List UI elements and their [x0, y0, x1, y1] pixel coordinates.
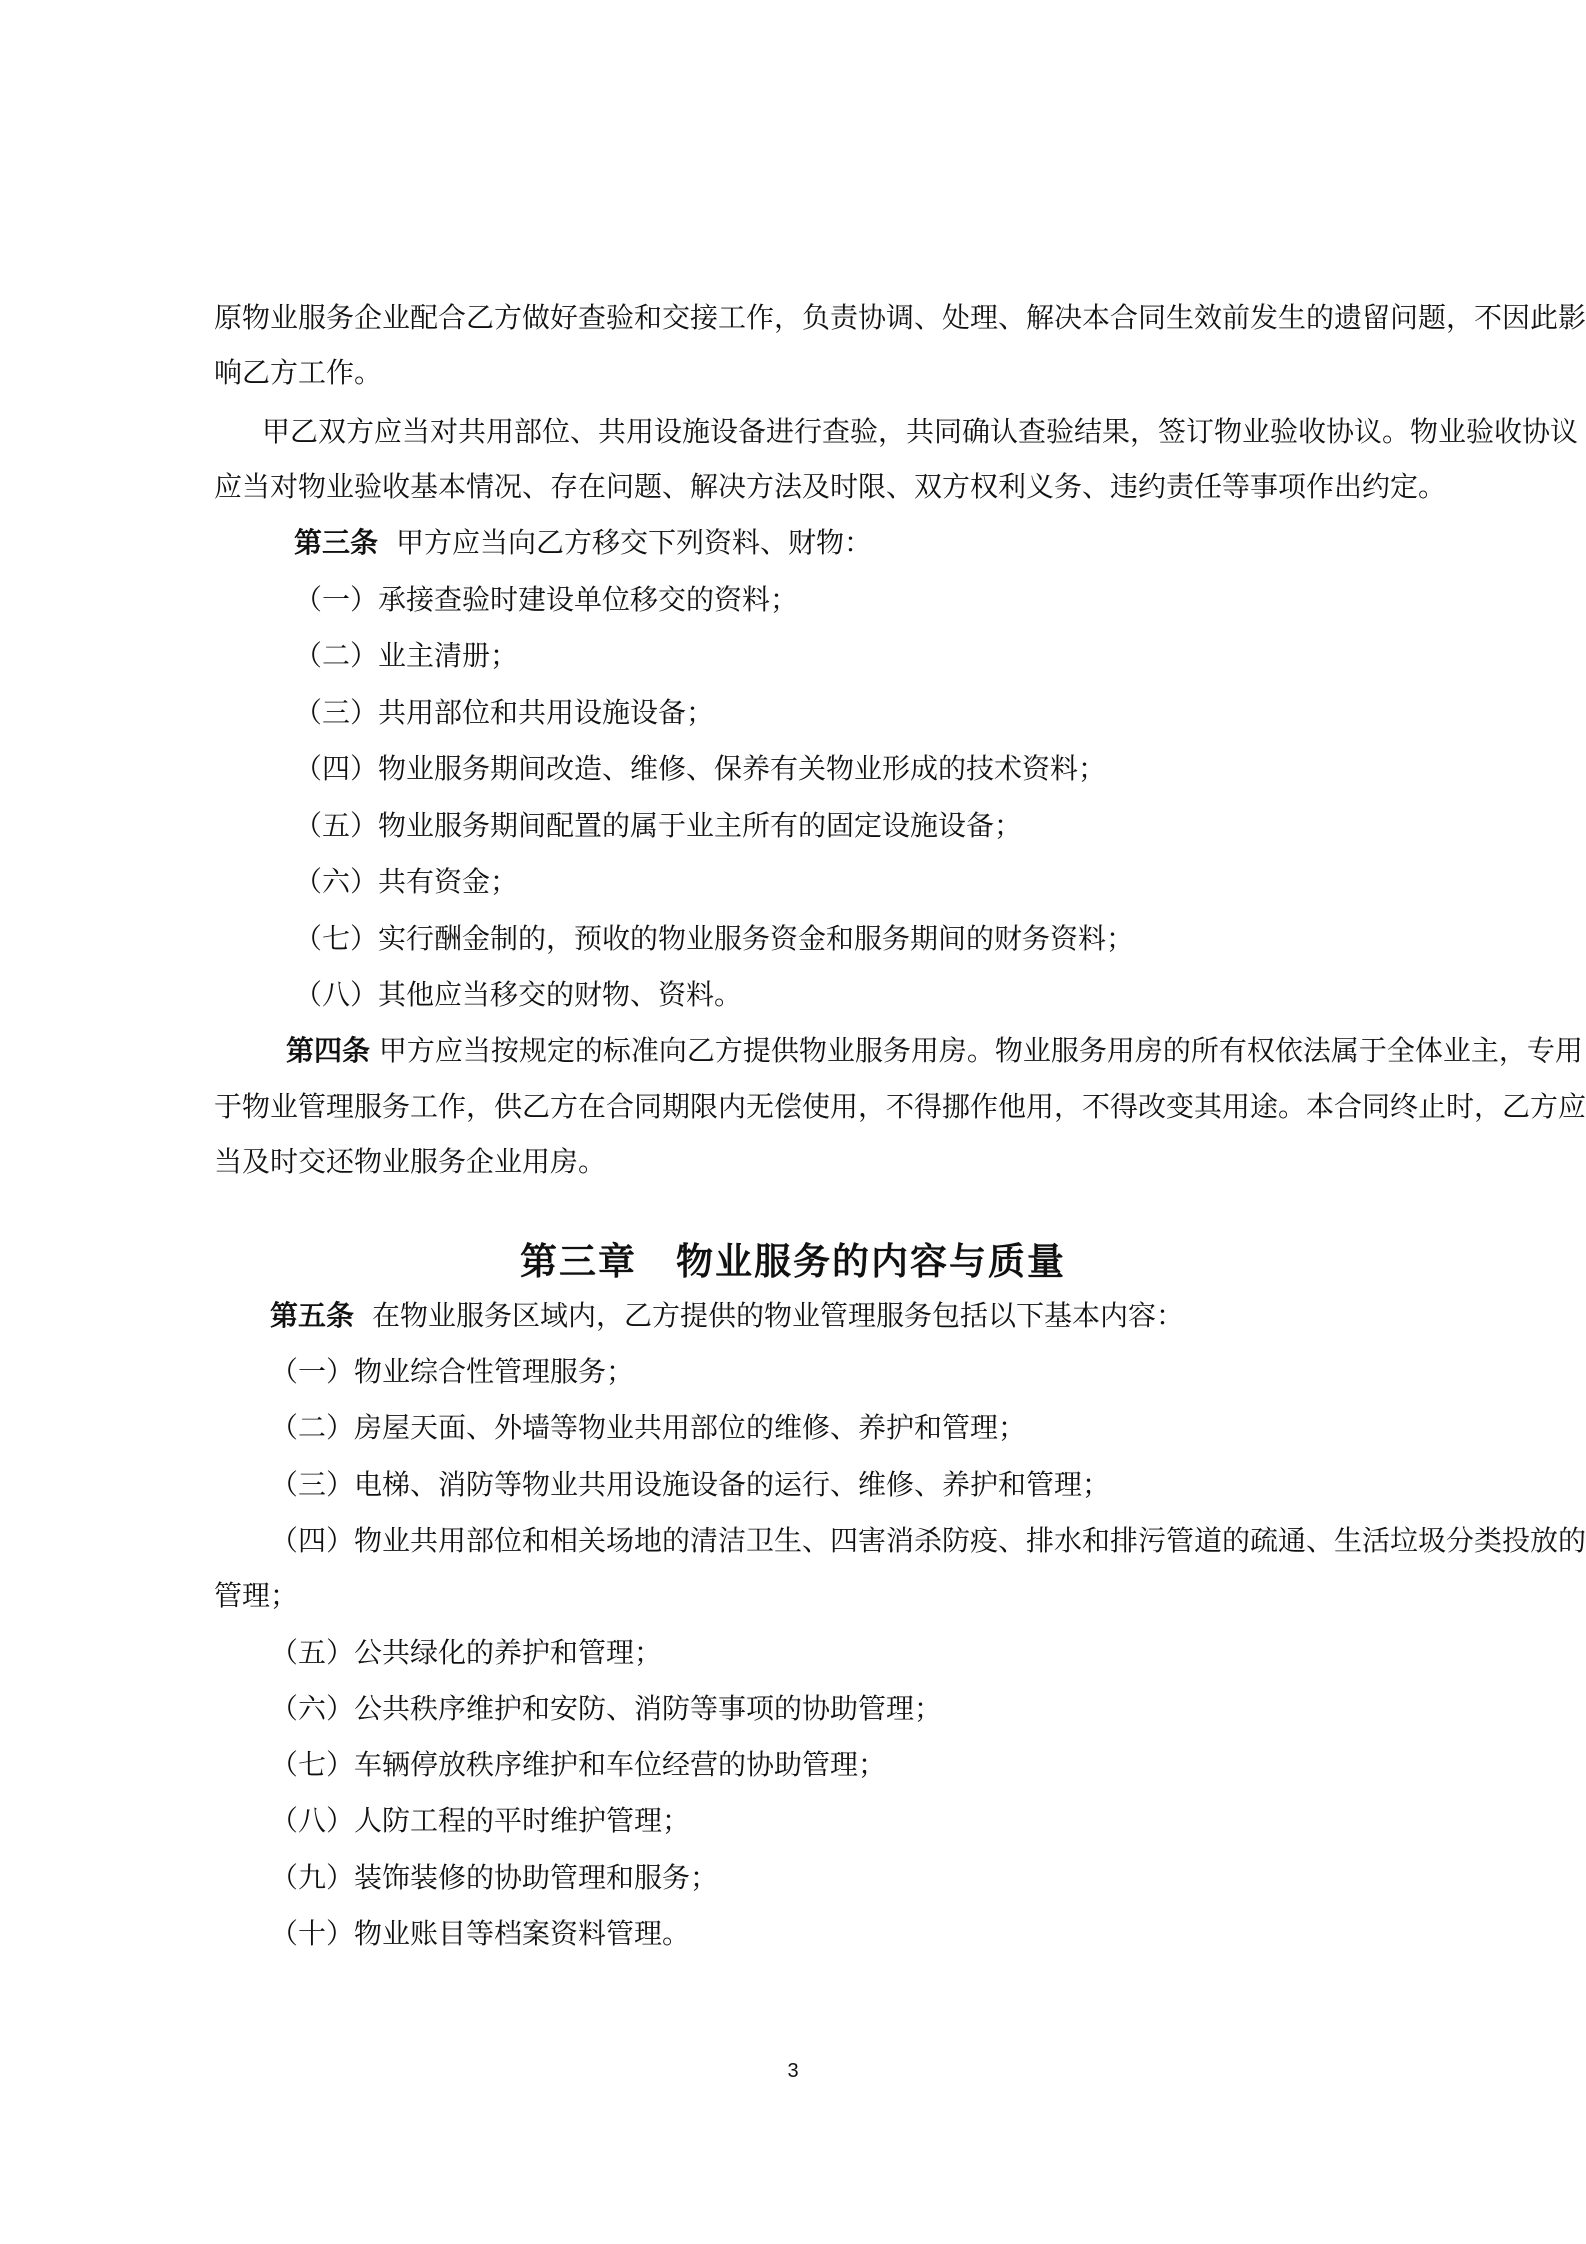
article-5-item-4-continuation: 管理； [214, 1579, 299, 1612]
article-5-heading [270, 1296, 1184, 1336]
article-5-item-6: （六）公共秩序维护和安防、消防等事项的协助管理； [270, 1692, 943, 1725]
article-3-item-4: （四）物业服务期间改造、维修、保养有关物业形成的技术资料； [294, 752, 1107, 785]
article-3-item-8: （八）其他应当移交的财物、资料。 [294, 978, 743, 1011]
article-5-item-5: （五）公共绿化的养护和管理； [270, 1636, 663, 1669]
article-3-heading [294, 523, 872, 563]
article-4-line-3: 当及时交还物业服务企业用房。 [214, 1145, 607, 1178]
article-3-label: 第三条 [294, 526, 379, 559]
intro-line-2: 响乙方工作。 [214, 356, 383, 389]
article-4-line-2: 于物业管理服务工作，供乙方在合同期限内无偿使用，不得挪作他用，不得改变其用途。本合同终止时，乙方应 [214, 1090, 1586, 1123]
article-3-item-3: （三）共用部位和共用设施设备； [294, 696, 715, 729]
chapter-title: 第三章 物业服务的内容与质量 [520, 1239, 1066, 1283]
intro-line-1: 原物业服务企业配合乙方做好查验和交接工作，负责协调、处理、解决本合同生效前发生的遗留问题，不因此影 [214, 301, 1586, 334]
article-3-item-6: （六）共有资金； [294, 865, 519, 898]
article-5-text: 在物业服务区域内，乙方提供的物业管理服务包括以下基本内容： [372, 1299, 1185, 1332]
article-5-item-4: （四）物业共用部位和相关场地的清洁卫生、四害消杀防疫、排水和排污管道的疏通、生活垃圾分类投放的 [270, 1524, 1586, 1557]
article-3-item-1: （一）承接查验时建设单位移交的资料； [294, 583, 799, 616]
article-4-line-1 [286, 1031, 1583, 1071]
article-3-item-5: （五）物业服务期间配置的属于业主所有的固定设施设备； [294, 809, 1023, 842]
article-5-item-3: （三）电梯、消防等物业共用设施设备的运行、维修、养护和管理； [270, 1468, 1111, 1501]
article-5-item-7: （七）车辆停放秩序维护和车位经营的协助管理； [270, 1748, 887, 1781]
article-5-item-8: （八）人防工程的平时维护管理； [270, 1804, 691, 1837]
article-5-item-1: （一）物业综合性管理服务； [270, 1355, 635, 1388]
article-3-text: 甲方应当向乙方移交下列资料、财物： [396, 526, 873, 559]
intro-paragraph-2-line-2: 应当对物业验收基本情况、存在问题、解决方法及时限、双方权利义务、违约责任等事项作出约定。 [214, 470, 1447, 503]
page-number: 3 [787, 2060, 799, 2082]
article-5-item-2: （二）房屋天面、外墙等物业共用部位的维修、养护和管理； [270, 1411, 1027, 1444]
article-4-text-1: 甲方应当按规定的标准向乙方提供物业服务用房。物业服务用房的所有权依法属于全体业主，专用 [378, 1034, 1583, 1067]
article-5-label: 第五条 [270, 1299, 355, 1332]
article-5-item-10: （十）物业账目等档案资料管理。 [270, 1917, 691, 1950]
intro-paragraph-2-line-1: 甲乙双方应当对共用部位、共用设施设备进行查验，共同确认查验结果，签订物业验收协议。物业验收协议 [262, 415, 1579, 448]
article-4-label: 第四条 [286, 1034, 371, 1067]
article-5-item-9: （九）装饰装修的协助管理和服务； [270, 1861, 719, 1894]
article-3-item-2: （二）业主清册； [294, 639, 519, 672]
article-3-item-7: （七）实行酬金制的，预收的物业服务资金和服务期间的财务资料； [294, 922, 1135, 955]
